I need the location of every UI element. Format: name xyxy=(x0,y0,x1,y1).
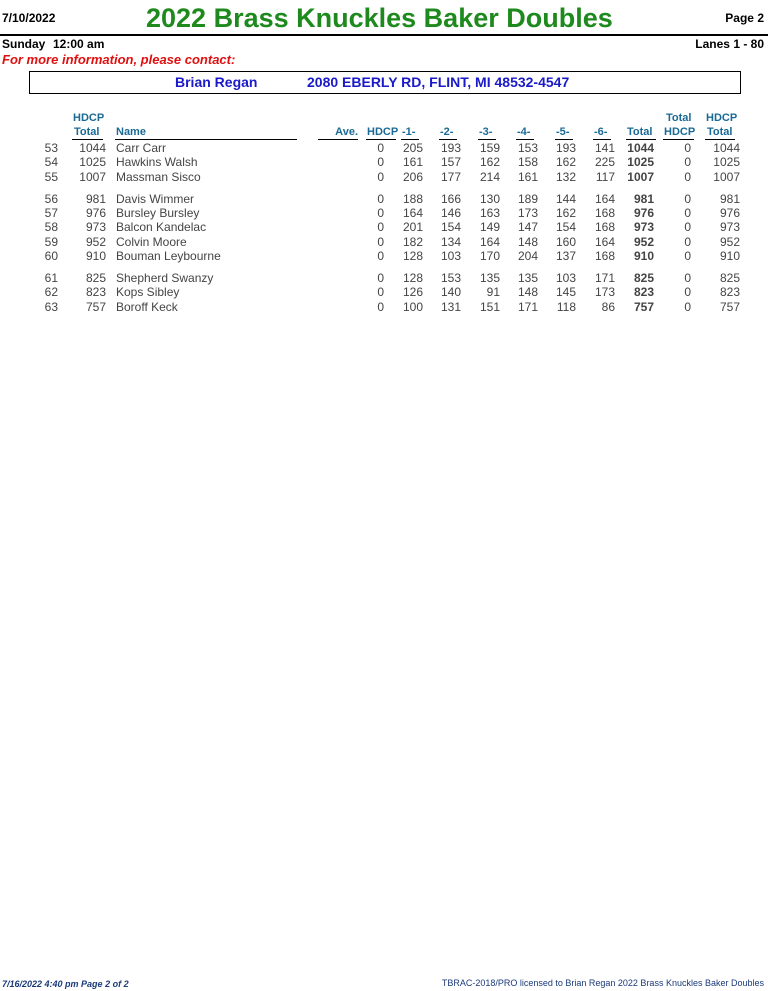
row-game-1: 188 xyxy=(402,192,423,206)
row-game-2: 103 xyxy=(440,249,461,263)
col-game-4: -4- xyxy=(517,126,531,138)
row-game-2: 154 xyxy=(440,220,461,234)
row-game-1: 161 xyxy=(402,155,423,169)
row-hdcp-total: 1007 xyxy=(79,170,106,184)
row-total-hdcp: 0 xyxy=(684,170,691,184)
row-hdcp: 0 xyxy=(377,155,384,169)
row-game-5: 118 xyxy=(556,300,576,314)
row-game-6: 117 xyxy=(595,170,615,184)
row-game-3: 214 xyxy=(479,170,500,184)
row-place: 57 xyxy=(44,206,58,220)
row-game-2: 157 xyxy=(440,155,461,169)
row-game-4: 161 xyxy=(517,170,538,184)
col-total-hdcp-bottom: HDCP xyxy=(664,126,696,138)
row-total: 825 xyxy=(633,271,654,285)
row-total: 952 xyxy=(633,235,654,249)
row-total: 757 xyxy=(633,300,654,314)
col-underline xyxy=(516,139,534,140)
row-total: 823 xyxy=(633,285,654,299)
row-hdcp-total: 825 xyxy=(85,271,106,285)
row-hdcp-total-2: 910 xyxy=(719,249,740,263)
row-game-6: 168 xyxy=(594,249,615,263)
col-hdcp-total-top: HDCP xyxy=(73,112,105,124)
col-underline xyxy=(478,139,496,140)
row-hdcp-total-2: 825 xyxy=(719,271,740,285)
row-hdcp: 0 xyxy=(377,141,384,155)
row-game-1: 126 xyxy=(402,285,423,299)
row-game-6: 164 xyxy=(594,235,615,249)
row-total-hdcp: 0 xyxy=(684,271,691,285)
row-game-5: 145 xyxy=(555,285,576,299)
row-game-2: 146 xyxy=(440,206,461,220)
col-underline xyxy=(318,139,358,140)
row-place: 56 xyxy=(44,192,58,206)
contact-name: Brian Regan xyxy=(175,74,258,90)
row-hdcp-total: 973 xyxy=(85,220,106,234)
report-date: 7/10/2022 xyxy=(2,11,56,25)
col-game-1: -1- xyxy=(402,126,416,138)
col-underline xyxy=(366,139,396,140)
col-hdcp: HDCP xyxy=(367,126,399,138)
row-hdcp: 0 xyxy=(377,249,384,263)
row-game-4: 158 xyxy=(517,155,538,169)
row-game-6: 168 xyxy=(594,206,615,220)
row-game-4: 148 xyxy=(517,235,538,249)
table-row xyxy=(0,141,768,155)
row-game-3: 149 xyxy=(479,220,500,234)
row-bowler-name: Hawkins Walsh xyxy=(116,155,198,169)
col-game-5: -5- xyxy=(556,126,570,138)
row-game-5: 160 xyxy=(555,235,576,249)
col-underline xyxy=(705,139,735,140)
row-game-5: 162 xyxy=(555,155,576,169)
row-hdcp: 0 xyxy=(377,220,384,234)
row-total-hdcp: 0 xyxy=(684,192,691,206)
col-underline xyxy=(401,139,419,140)
col-hdcp-total2-top: HDCP xyxy=(706,112,738,124)
event-time: 12:00 am xyxy=(53,37,105,51)
col-hdcp-total2-bottom: Total xyxy=(707,126,733,138)
row-hdcp-total: 757 xyxy=(85,300,106,314)
row-bowler-name: Bursley Bursley xyxy=(116,206,200,220)
row-hdcp: 0 xyxy=(377,235,384,249)
row-game-6: 141 xyxy=(594,141,615,155)
row-hdcp-total: 1044 xyxy=(79,141,106,155)
row-hdcp-total-2: 952 xyxy=(719,235,740,249)
row-bowler-name: Colvin Moore xyxy=(116,235,187,249)
col-total-hdcp-top: Total xyxy=(666,112,692,124)
row-game-3: 151 xyxy=(479,300,500,314)
row-game-2: 134 xyxy=(440,235,461,249)
contact-prompt: For more information, please contact: xyxy=(2,52,236,67)
row-total-hdcp: 0 xyxy=(684,141,691,155)
row-place: 53 xyxy=(44,141,58,155)
row-game-3: 130 xyxy=(479,192,500,206)
row-hdcp: 0 xyxy=(377,300,384,314)
row-game-1: 205 xyxy=(402,141,423,155)
row-game-2: 140 xyxy=(440,285,461,299)
row-game-6: 164 xyxy=(594,192,615,206)
row-total: 1007 xyxy=(627,170,654,184)
footer-printed: 7/16/2022 4:40 pm Page 2 of 2 xyxy=(2,979,129,989)
col-underline xyxy=(555,139,573,140)
row-game-3: 162 xyxy=(479,155,500,169)
row-game-1: 206 xyxy=(402,170,423,184)
row-hdcp: 0 xyxy=(377,285,384,299)
col-underline xyxy=(593,139,611,140)
row-place: 55 xyxy=(44,170,58,184)
table-row xyxy=(0,249,768,263)
row-hdcp-total-2: 976 xyxy=(719,206,740,220)
row-bowler-name: Massman Sisco xyxy=(116,170,201,184)
row-game-2: 153 xyxy=(440,271,461,285)
row-bowler-name: Davis Wimmer xyxy=(116,192,194,206)
table-row xyxy=(0,285,768,299)
row-total-hdcp: 0 xyxy=(684,206,691,220)
row-total: 976 xyxy=(633,206,654,220)
row-total-hdcp: 0 xyxy=(684,235,691,249)
row-hdcp-total-2: 973 xyxy=(719,220,740,234)
row-game-1: 128 xyxy=(402,249,423,263)
row-game-3: 163 xyxy=(479,206,500,220)
row-game-4: 173 xyxy=(517,206,538,220)
row-bowler-name: Shepherd Swanzy xyxy=(116,271,214,285)
row-game-2: 177 xyxy=(440,170,461,184)
row-hdcp-total-2: 823 xyxy=(719,285,740,299)
contact-box xyxy=(29,71,741,94)
row-bowler-name: Bouman Leybourne xyxy=(116,249,221,263)
col-game-2: -2- xyxy=(440,126,454,138)
row-game-1: 100 xyxy=(402,300,423,314)
row-game-3: 164 xyxy=(479,235,500,249)
col-underline xyxy=(72,139,103,140)
row-place: 63 xyxy=(44,300,58,314)
row-hdcp: 0 xyxy=(377,271,384,285)
event-day: Sunday xyxy=(2,37,46,51)
col-game-6: -6- xyxy=(594,126,608,138)
row-hdcp-total: 910 xyxy=(85,249,106,263)
col-ave: Ave. xyxy=(335,126,358,138)
lanes-range: Lanes 1 - 80 xyxy=(695,37,764,51)
row-game-1: 128 xyxy=(402,271,423,285)
row-place: 62 xyxy=(44,285,58,299)
row-hdcp: 0 xyxy=(377,170,384,184)
row-game-4: 204 xyxy=(517,249,538,263)
row-total: 973 xyxy=(633,220,654,234)
table-row xyxy=(0,206,768,220)
row-game-4: 135 xyxy=(517,271,538,285)
row-total-hdcp: 0 xyxy=(684,155,691,169)
row-game-5: 132 xyxy=(555,170,576,184)
row-game-5: 193 xyxy=(555,141,576,155)
row-hdcp-total: 981 xyxy=(85,192,106,206)
row-game-6: 173 xyxy=(594,285,615,299)
row-hdcp-total: 823 xyxy=(85,285,106,299)
row-game-4: 189 xyxy=(517,192,538,206)
row-hdcp: 0 xyxy=(377,192,384,206)
row-total-hdcp: 0 xyxy=(684,220,691,234)
col-underline xyxy=(663,139,694,140)
row-game-5: 154 xyxy=(555,220,576,234)
row-game-6: 86 xyxy=(601,300,615,314)
row-total-hdcp: 0 xyxy=(684,249,691,263)
row-game-6: 171 xyxy=(594,271,615,285)
row-total: 981 xyxy=(633,192,654,206)
row-bowler-name: Kops Sibley xyxy=(116,285,180,299)
row-total: 1025 xyxy=(627,155,654,169)
row-game-5: 144 xyxy=(555,192,576,206)
row-place: 61 xyxy=(44,271,58,285)
col-underline xyxy=(115,139,297,140)
row-game-5: 103 xyxy=(555,271,576,285)
row-game-3: 135 xyxy=(479,271,500,285)
col-underline xyxy=(439,139,457,140)
row-game-6: 168 xyxy=(594,220,615,234)
row-hdcp-total-2: 1025 xyxy=(713,155,740,169)
footer-license: TBRAC-2018/PRO licensed to Brian Regan 2022 Brass Knuckles Baker Doubles xyxy=(441,978,764,988)
col-total: Total xyxy=(627,126,653,138)
col-underline xyxy=(626,139,656,140)
row-game-2: 193 xyxy=(440,141,461,155)
table-row xyxy=(0,271,768,285)
contact-address: 2080 EBERLY RD, FLINT, MI 48532-4547 xyxy=(307,74,570,90)
row-total-hdcp: 0 xyxy=(684,300,691,314)
table-row xyxy=(0,192,768,206)
row-game-5: 162 xyxy=(555,206,576,220)
row-bowler-name: Boroff Keck xyxy=(116,300,178,314)
row-game-4: 171 xyxy=(517,300,538,314)
row-game-3: 91 xyxy=(486,285,500,299)
page-number: Page 2 xyxy=(725,11,764,25)
row-place: 58 xyxy=(44,220,58,234)
row-game-1: 201 xyxy=(402,220,423,234)
table-row xyxy=(0,170,768,184)
row-hdcp-total: 952 xyxy=(85,235,106,249)
row-hdcp-total: 1025 xyxy=(79,155,106,169)
row-game-2: 131 xyxy=(440,300,461,314)
row-game-6: 225 xyxy=(594,155,615,169)
row-game-1: 182 xyxy=(402,235,423,249)
row-game-4: 147 xyxy=(517,220,538,234)
row-hdcp: 0 xyxy=(377,206,384,220)
table-row xyxy=(0,300,768,314)
row-total-hdcp: 0 xyxy=(684,285,691,299)
row-hdcp-total-2: 757 xyxy=(719,300,740,314)
row-game-5: 137 xyxy=(555,249,576,263)
col-name: Name xyxy=(116,126,146,138)
col-hdcp-total-bottom: Total xyxy=(74,126,100,138)
row-place: 54 xyxy=(44,155,58,169)
row-game-3: 159 xyxy=(479,141,500,155)
report-title: 2022 Brass Knuckles Baker Doubles xyxy=(146,3,613,33)
row-hdcp-total-2: 981 xyxy=(719,192,740,206)
row-hdcp-total-2: 1044 xyxy=(713,141,740,155)
row-hdcp-total-2: 1007 xyxy=(713,170,740,184)
table-row xyxy=(0,235,768,249)
row-game-3: 170 xyxy=(479,249,500,263)
col-game-3: -3- xyxy=(479,126,493,138)
row-total: 910 xyxy=(633,249,654,263)
table-row xyxy=(0,220,768,234)
row-place: 60 xyxy=(44,249,58,263)
row-game-4: 148 xyxy=(517,285,538,299)
row-bowler-name: Carr Carr xyxy=(116,141,166,155)
row-hdcp-total: 976 xyxy=(85,206,106,220)
table-row xyxy=(0,155,768,169)
row-game-2: 166 xyxy=(440,192,461,206)
row-place: 59 xyxy=(44,235,58,249)
row-game-1: 164 xyxy=(402,206,423,220)
row-game-4: 153 xyxy=(517,141,538,155)
header-divider xyxy=(0,34,768,36)
row-total: 1044 xyxy=(627,141,654,155)
row-bowler-name: Balcon Kandelac xyxy=(116,220,207,234)
